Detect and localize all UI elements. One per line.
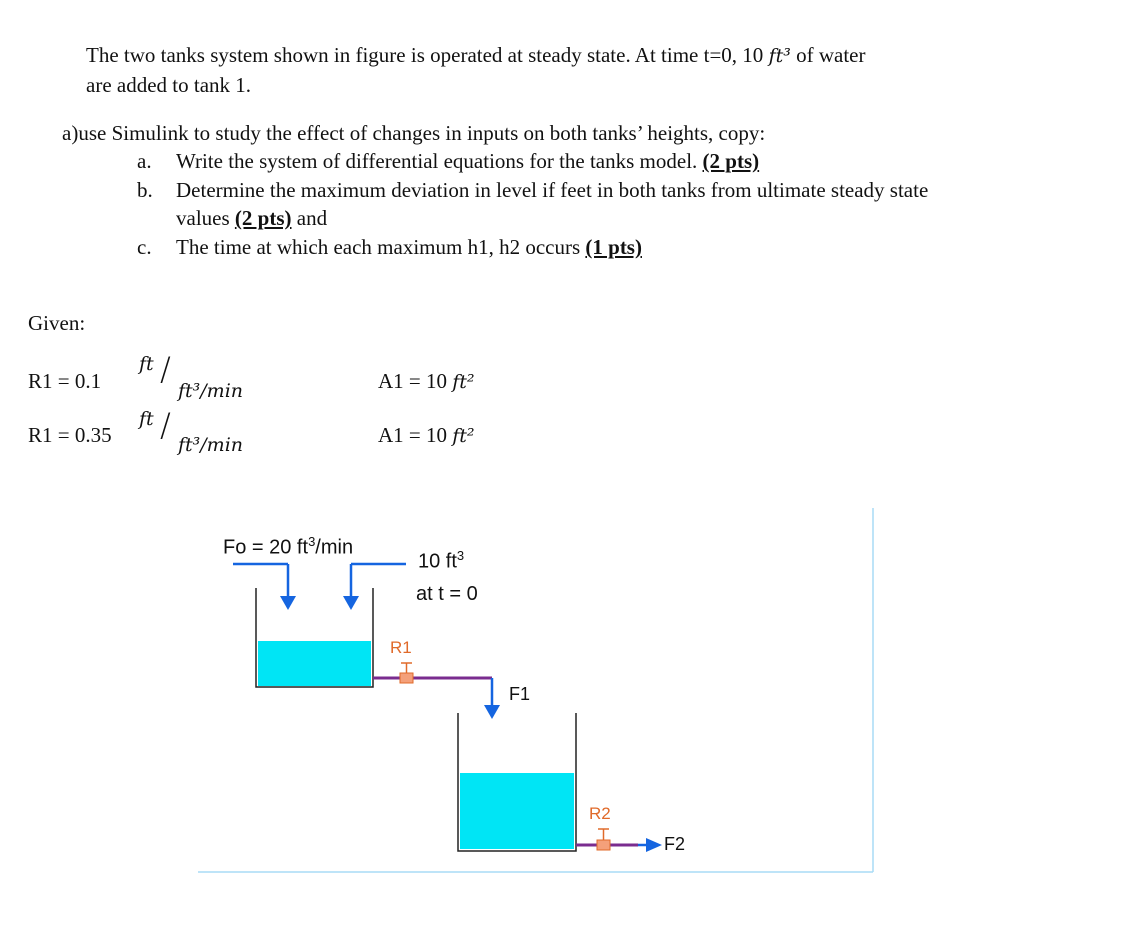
valve-r2-icon: [597, 829, 610, 850]
given-r2-num: ft: [139, 408, 154, 430]
f1-arrow-head: [484, 705, 500, 719]
f2-arrow-head: [646, 838, 662, 852]
intro-line-2: are added to tank 1.: [86, 73, 252, 97]
given-r2-label: R1 = 0.35: [28, 423, 112, 447]
fo-label-text: Fo = 20 ft: [223, 536, 309, 559]
intro-text: The two tanks system shown in figure is operated at steady state. At time t=0, 10: [86, 43, 764, 67]
given-heading: Given:: [28, 311, 86, 335]
item-b-text2: values: [176, 206, 230, 230]
part-a-label: a): [62, 121, 79, 145]
tank-1: [256, 588, 373, 687]
pipe-r1: [373, 678, 500, 719]
pipe-r2: [576, 838, 662, 852]
fo-inflow-arrow: [233, 564, 296, 610]
item-b-points: (2 pts): [234, 206, 292, 230]
tank-2-water: [460, 773, 574, 849]
added-volume-sup: 3: [456, 548, 465, 563]
item-b-line-1: Determine the maximum deviation in level if feet in both tanks from ultimate steady state: [176, 178, 929, 202]
item-a-text: Write the system of differential equations for the tanks model.: [176, 149, 698, 173]
added-volume-text: 10 ft: [418, 550, 457, 573]
part-a-text: use Simulink to study the effect of changes in inputs on both tanks’ heights, copy:: [78, 121, 766, 145]
given-a1-unit: ft²: [452, 371, 475, 393]
valve-r1-icon: [400, 663, 413, 683]
tank-2: [458, 713, 576, 851]
added-volume-label: [418, 548, 464, 574]
given-a1-label: A1 = 10: [378, 369, 448, 393]
r2-label: R2: [589, 804, 611, 823]
tank-1-water: [258, 641, 371, 686]
f2-label: F2: [664, 834, 686, 854]
added-time-label: at t = 0: [416, 583, 478, 605]
item-c-text: The time at which each maximum h1, h2 occurs: [176, 235, 581, 259]
added-volume-arrow: [343, 564, 406, 610]
r1-label: R1: [390, 638, 412, 657]
given-r2-den: ft³/min: [178, 434, 244, 456]
given-a2-label: A1 = 10: [378, 423, 448, 447]
intro-unit: ft³: [768, 45, 791, 67]
f1-label: F1: [509, 684, 531, 704]
given-r1-label: R1 = 0.1: [28, 369, 102, 393]
fo-label-sup: 3: [308, 534, 316, 549]
given-r2-slash: /: [160, 406, 171, 444]
intro-tail: of water: [796, 43, 866, 67]
given-a2-unit: ft²: [452, 425, 475, 447]
fo-label-tail: /min: [315, 536, 354, 559]
fo-label: [223, 534, 353, 560]
item-a-points: (2 pts): [702, 149, 760, 173]
given-r1-den: ft³/min: [178, 380, 244, 402]
item-b-tail: and: [296, 206, 328, 230]
given-r1-slash: /: [160, 350, 171, 388]
item-c-marker: c.: [137, 235, 152, 259]
item-a-marker: a.: [137, 149, 152, 173]
item-b-marker: b.: [137, 178, 153, 202]
item-c-points: (1 pts): [585, 235, 642, 259]
given-r1-num: ft: [139, 353, 154, 375]
